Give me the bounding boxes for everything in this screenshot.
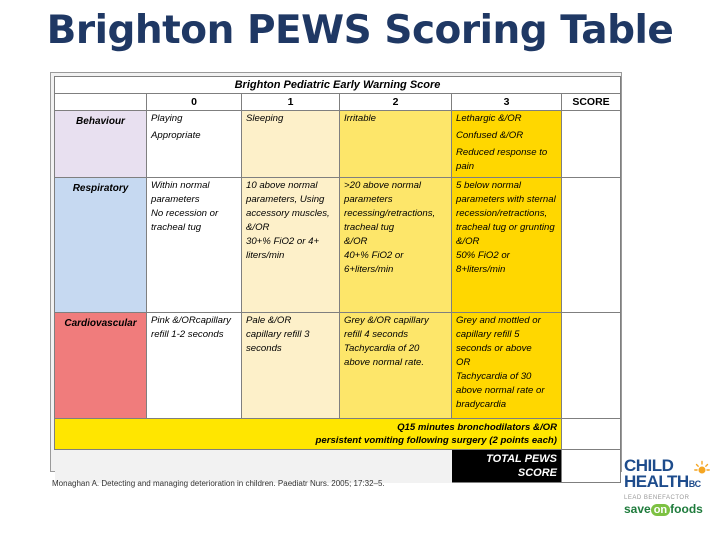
logo-health: HEALTHBC <box>624 472 701 491</box>
behaviour-score-3: Lethargic &/OR Confused &/OR Reduced response to pain <box>452 111 562 178</box>
respiratory-score-3: 5 below normal parameters with sternal recession/retractions, tracheal tug or grunting &/OR 50% FiO2 or 8+liters/min <box>452 178 562 313</box>
pews-table <box>54 76 621 483</box>
table-caption: Brighton Pediatric Early Warning Score <box>55 77 621 94</box>
slide-title: Brighton PEWS Scoring Table <box>46 8 674 53</box>
total-score-field[interactable] <box>562 450 621 483</box>
header-row <box>55 94 621 111</box>
row-label-behaviour: Behaviour <box>55 111 147 178</box>
child-health-bc-logo <box>624 458 716 536</box>
cardiovascular-score-field[interactable] <box>562 313 621 419</box>
logo-tagline: LEAD BENEFACTOR <box>624 495 690 501</box>
cardiovascular-score-1: Pale &/OR capillary refill 3 seconds <box>242 313 340 419</box>
respiratory-score-1: 10 above normal parameters, Using accessory muscles, &/OR 30+% FiO2 or 4+ liters/min <box>242 178 340 313</box>
total-label: TOTAL PEWS SCORE <box>452 450 562 483</box>
save-on-foods-logo: save on foods <box>624 502 703 516</box>
respiratory-score-0: Within normal parameters No recession or tracheal tug <box>147 178 242 313</box>
header-blank <box>55 94 147 111</box>
sun-icon <box>694 460 710 476</box>
row-label-respiratory: Respiratory <box>55 178 147 313</box>
behaviour-score-0: Playing Appropriate <box>147 111 242 178</box>
q15-score-field[interactable] <box>562 419 621 450</box>
citation: Monaghan A. Detecting and managing deterioration in children. Paediatr Nurs. 2005; 17:32–5. <box>52 479 385 488</box>
row-label-cardiovascular: Cardiovascular <box>55 313 147 419</box>
row-respiratory <box>55 178 621 313</box>
header-score-3: 3 <box>452 94 562 111</box>
respiratory-score-field[interactable] <box>562 178 621 313</box>
row-cardiovascular <box>55 313 621 419</box>
respiratory-score-2: >20 above normal parameters recessing/retractions, tracheal tug &/OR 40+% FiO2 or 6+liters/min <box>340 178 452 313</box>
cardiovascular-score-2: Grey &/OR capillary refill 4 seconds Tachycardia of 20 above normal rate. <box>340 313 452 419</box>
row-total <box>55 450 621 483</box>
header-score-0: 0 <box>147 94 242 111</box>
cardiovascular-score-3: Grey and mottled or capillary refill 5 seconds or above OR Tachycardia of 30 above normal rate or bradycardia <box>452 313 562 419</box>
cardiovascular-score-0: Pink &/ORcapillary refill 1-2 seconds <box>147 313 242 419</box>
behaviour-score-field[interactable] <box>562 111 621 178</box>
q15-criteria: Q15 minutes bronchodilators &/OR persistent vomiting following surgery (2 points each) <box>55 419 562 450</box>
header-score-2: 2 <box>340 94 452 111</box>
header-score-1: 1 <box>242 94 340 111</box>
behaviour-score-1: Sleeping <box>242 111 340 178</box>
row-q15 <box>55 419 621 450</box>
total-spacer <box>55 450 452 483</box>
logo-bc: BC <box>688 479 701 489</box>
row-behaviour <box>55 111 621 178</box>
behaviour-score-2: Irritable <box>340 111 452 178</box>
header-score-total: SCORE <box>562 94 621 111</box>
logo-child: CHILD <box>624 456 674 475</box>
